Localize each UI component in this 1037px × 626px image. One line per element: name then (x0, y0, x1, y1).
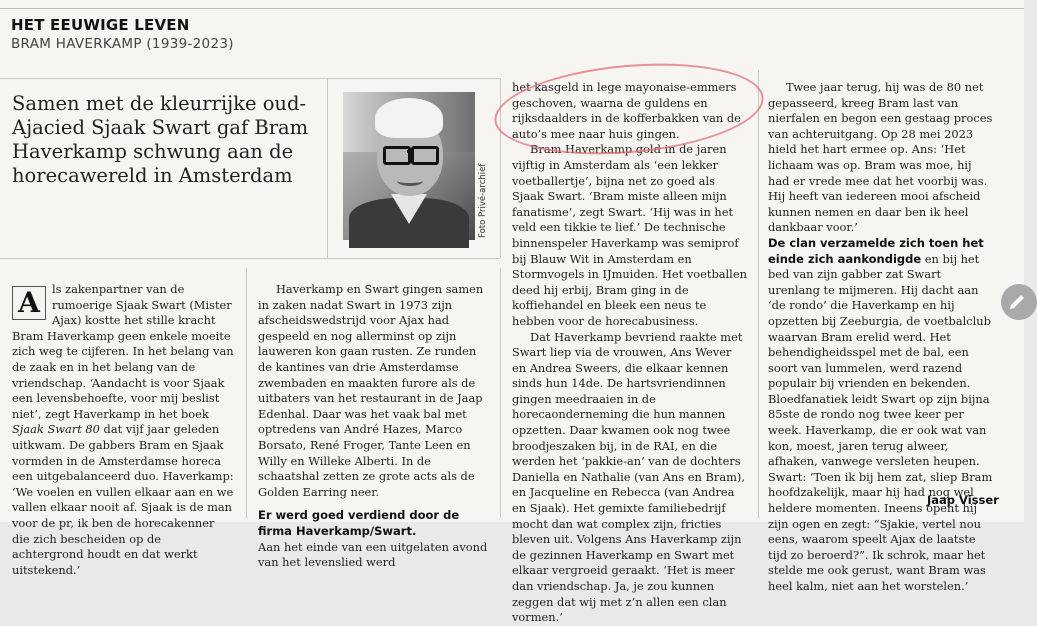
drop-cap: A (12, 286, 46, 320)
intro-text-b: dat vijf jaar geleden uitkwam. De gabbers Bram en Sjaak vormden in de Amsterdamse horeca een uitgebalanceerd duo. Haverkamp: ‘We voelen en vullen elkaar aan en we vallen elkaar nooit af. Sjaak is de man voor de pr, ik ben de horecakenner die zich bescheiden op de achtergrond houdt en dat werkt uitstekend.’ (12, 422, 234, 577)
intro-paragraph (12, 282, 234, 578)
photo-credit: Foto Privé-archief (478, 163, 488, 238)
article-column-3 (512, 80, 748, 626)
column-divider-3 (758, 70, 759, 518)
pencil-icon (1007, 292, 1029, 312)
subheading-firm: Er werd goed verdiend door de firma Haverkamp/Swart. (258, 508, 460, 538)
book-title: Sjaak Swart 80 (12, 422, 100, 437)
article-column-4 (768, 80, 994, 595)
paragraph-firm (258, 500, 488, 570)
paragraph-football: Bram Haverkamp gold in de jaren vijftig in Amsterdam als ‘een lekker voetballertje’, bijna net zo goed als Sjaak Swart. ‘Bram miste alleen mijn fanatisme’, zegt Swart. ‘Hij was in het veld een tikkie te lief.’ De technische binnenspeler Haverkamp was semiprof bij Blauw Wit in Amsterdam en Stormvogels in IJmuiden. Het voetballen deed hij erbij, Bram ging in de koffiehandel en bleek een neus te hebben voor de horecabusiness. (512, 142, 747, 328)
column-divider-2 (500, 268, 501, 518)
intro-text-a: ls zakenpartner van de rumoerige Sjaak Swart (Mister Ajax) kostte het stille kracht Bram Haverkamp geen enkele moeite zich weg te cijferen. In het belang van de zaak en in het belang van de vriendschap. ‘Aandacht is voor Sjaak een levensbehoefte, voor mij beslist niet’, zegt Haverkamp in het boek (12, 282, 234, 421)
paragraph-clan (768, 236, 994, 595)
section-subtitle: BRAM HAVERKAMP (1939-2023) (11, 36, 234, 52)
headline-bottom-divider (0, 258, 500, 259)
author-name: Jaap Visser (927, 493, 999, 507)
edit-button[interactable] (1001, 284, 1037, 320)
subheading-clan: De clan verzamelde zich toen het einde zich aankondigde (768, 235, 984, 266)
headline-divider (327, 78, 328, 258)
article-column-1 (12, 282, 234, 578)
headline-right-divider (500, 78, 501, 258)
paragraph-decline: Twee jaar terug, hij was de 80 net gepasseerd, kreeg Bram last van nierfalen en begon een gestaag proces van achteruitgang. Op 28 mei 2023 hield het hart ermee op. Ans: ‘Het lichaam was op. Bram was moe, hij had er vrede mee dat het voorbij was. Hij heeft van iedereen mooi afscheid kunnen nemen en daar ben ik heel dankbaar voor.’ (768, 80, 993, 235)
paragraph-families: Dat Haverkamp bevriend raakte met Swart liep via de vrouwen, Ans Wever en Andrea Sweers, die elkaar kennen sinds hun 14de. De hartsvriendinnen gingen meedraaien in de horecaonderneming die hun mannen opzetten. Daar kwamen ook nog twee broodjeszaken bij, in de RAI, en die werden het ‘pakkie-an’ van de dochters Daniella en Nathalie (van Ans en Bram), en Jacqueline en Rebecca (van Andrea en Sjaak). Het gemixte familiebedrijf mocht dan wat complex zijn, fricties bleven uit. Volgens Ans Haverkamp zijn de gezinnen Haverkamp en Swart met elkaar vergroeid geraakt. ‘Het is meer dan vriendschap. Ja, je zou kunnen zeggen dat wij met z’n allen een clan vormen.’ (512, 329, 745, 625)
section-title: HET EEUWIGE LEVEN (11, 16, 190, 34)
paragraph-cash: het kasgeld in lege mayonaise-emmers geschoven, waarna de guldens en rijksdaalders in de kofferbakken van de auto’s mee naar huis gingen. (512, 80, 741, 141)
portrait-photo (343, 92, 475, 240)
article-headline: Samen met de kleurrijke oud-Ajacied Sjaak Swart gaf Bram Haverkamp schwung aan de horecawereld in Amsterdam (12, 92, 309, 187)
article-column-2 (258, 282, 488, 571)
column-divider-1 (246, 268, 247, 518)
paragraph-business: Haverkamp en Swart gingen samen in zaken nadat Swart in 1973 zijn afscheidswedstrijd voor Ajax had gespeeld en nog allerminst op zijn lauweren kon gaan rusten. Ze runden de kantines van drie Amsterdamse zwembaden en maakten furore als de uitbaters van het restaurant in de Jaap Edenhal. Daar was het vaak bal met optredens van André Hazes, Marco Borsato, René Froger, Tante Leen en Willy en Willeke Alberti. In de schaatshal zetten ze grote acts als de Golden Earring neer. (258, 282, 484, 499)
top-rule (0, 8, 1024, 9)
header-divider (0, 78, 500, 79)
paragraph-clan-text: en bij het bed van zijn gabber zat Swart urenlang te mijmeren. Hij dacht aan ‘de rondo’ die Haverkamp en hij opzetten bij Zeeburgia, de voetbalclub waarvan Bram erelid werd. Het behendigheidsspel met de bal, een soort van lummelen, werd razend populair bij vrienden en bekenden. Bloedfanatiek leidt Swart op zijn bijna 85ste de rondo nog twee keer per week. Haverkamp, die er ook wat van kon, moest, jaren terug alweer, afhaken, vanwege versleten heupen. Swart: ‘Toen ik bij hem zat, sliep Bram hoofdzakelijk, maar hij had nog wel heldere momenten. Ineens opent hij zijn ogen en zegt: “Sjakie, vertel nou eens, waarom speelt Ajax de laatste tijd zo beroerd?”. Ik schrok, maar het stelde me ook gerust, want Bram was heel kalm, niet aan het worstelen.’ (768, 251, 993, 593)
paragraph-firm-text: Aan het einde van een uitgelaten avond van het levenslied werd (258, 539, 488, 570)
